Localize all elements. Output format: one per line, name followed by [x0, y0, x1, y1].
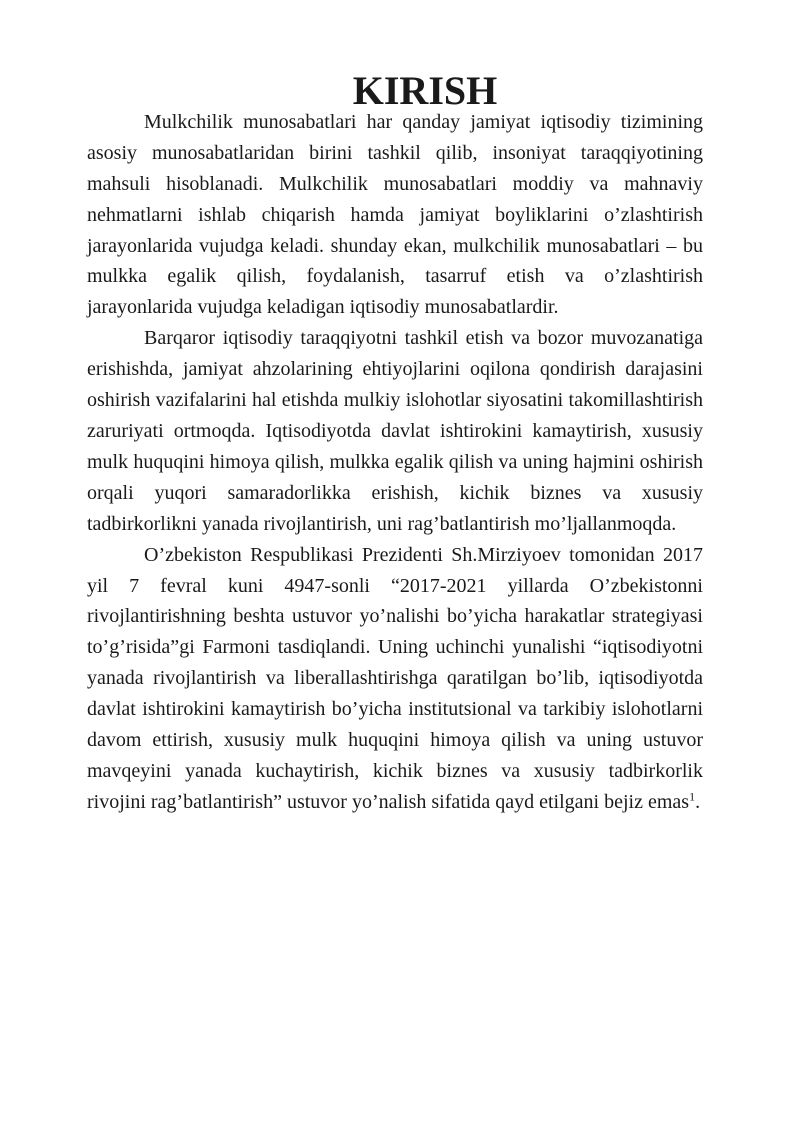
- paragraph-3-end: .: [695, 790, 701, 813]
- footnote-reference[interactable]: 1: [689, 789, 696, 804]
- paragraph-2: [87, 323, 703, 539]
- paragraph-2-text: Barqaror iqtisodiy taraqqiyotni tashkil etish va bozor muvozanatiga erishishda, jamiyat ahzolarining ehtiyojlarini oqilona qondirish darajasini oshirish vazifalarini hal etishda mulkiy islohotlar siyosatini takomillashtirish zaruriyati ortmoqda. Iqtisodiyotda davlat ishtirokini kamaytirish, xususiy mulk huquqini himoya qilish, mulkka egalik qilish va uning hajmini oshirish orqali yuqori samaradorlikka erishish, kichik biznes va xususiy tadbirkorlikni yanada rivojlantirish, uni rag’batlantirish mo’ljallanmoqda.: [87, 327, 703, 535]
- paragraph-3: [87, 540, 703, 818]
- page-title: KIRISH: [352, 68, 498, 113]
- paragraph-1: [87, 107, 703, 323]
- paragraph-3-text: O’zbekiston Respublikasi Prezidenti Sh.Mirziyoev tomonidan 2017 yil 7 fevral kuni 4947-sonli “2017-2021 yillarda O’zbekistonni rivojlantirishning beshta ustuvor yo’nalishi bo’yicha harakatlar strategiyasi to’g’risida”gi Farmoni tasdiqlandi. Uning uchinchi yunalishi “iqtisodiyotni yanada rivojlantirish va liberallashtirishga qaratilgan bo’lib, iqtisodiyotda davlat ishtirokini kamaytirish bo’yicha institutsional va tarkibiy islohotlarni davom ettirish, xususiy mulk huquqini himoya qilish va uning ustuvor mavqeyini yanada kuchaytirish, kichik biznes va xususiy tadbirkorlik rivojini rag’batlantirish” ustuvor yo’nalish sifatida qayd etilgani bejiz emas: [87, 543, 703, 813]
- paragraph-1-text: Mulkchilik munosabatlari har qanday jamiyat iqtisodiy tizimining asosiy munosabatlaridan birini tashkil qilib, insoniyat taraqqiyotining mahsuli hisoblanadi. Mulkchilik munosabatlari moddiy va mahnaviy nehmatlarni ishlab chiqarish hamda jamiyat boyliklarini o’zlashtirish jarayonlarida vujudga keladi. shunday ekan, mulkchilik munosabatlari – bu mulkka egalik qilish, foydalanish, tasarruf etish va o’zlashtirish jarayonlarida vujudga keladigan iqtisodiy munosabatlardir.: [87, 110, 703, 319]
- document-body: [87, 68, 703, 818]
